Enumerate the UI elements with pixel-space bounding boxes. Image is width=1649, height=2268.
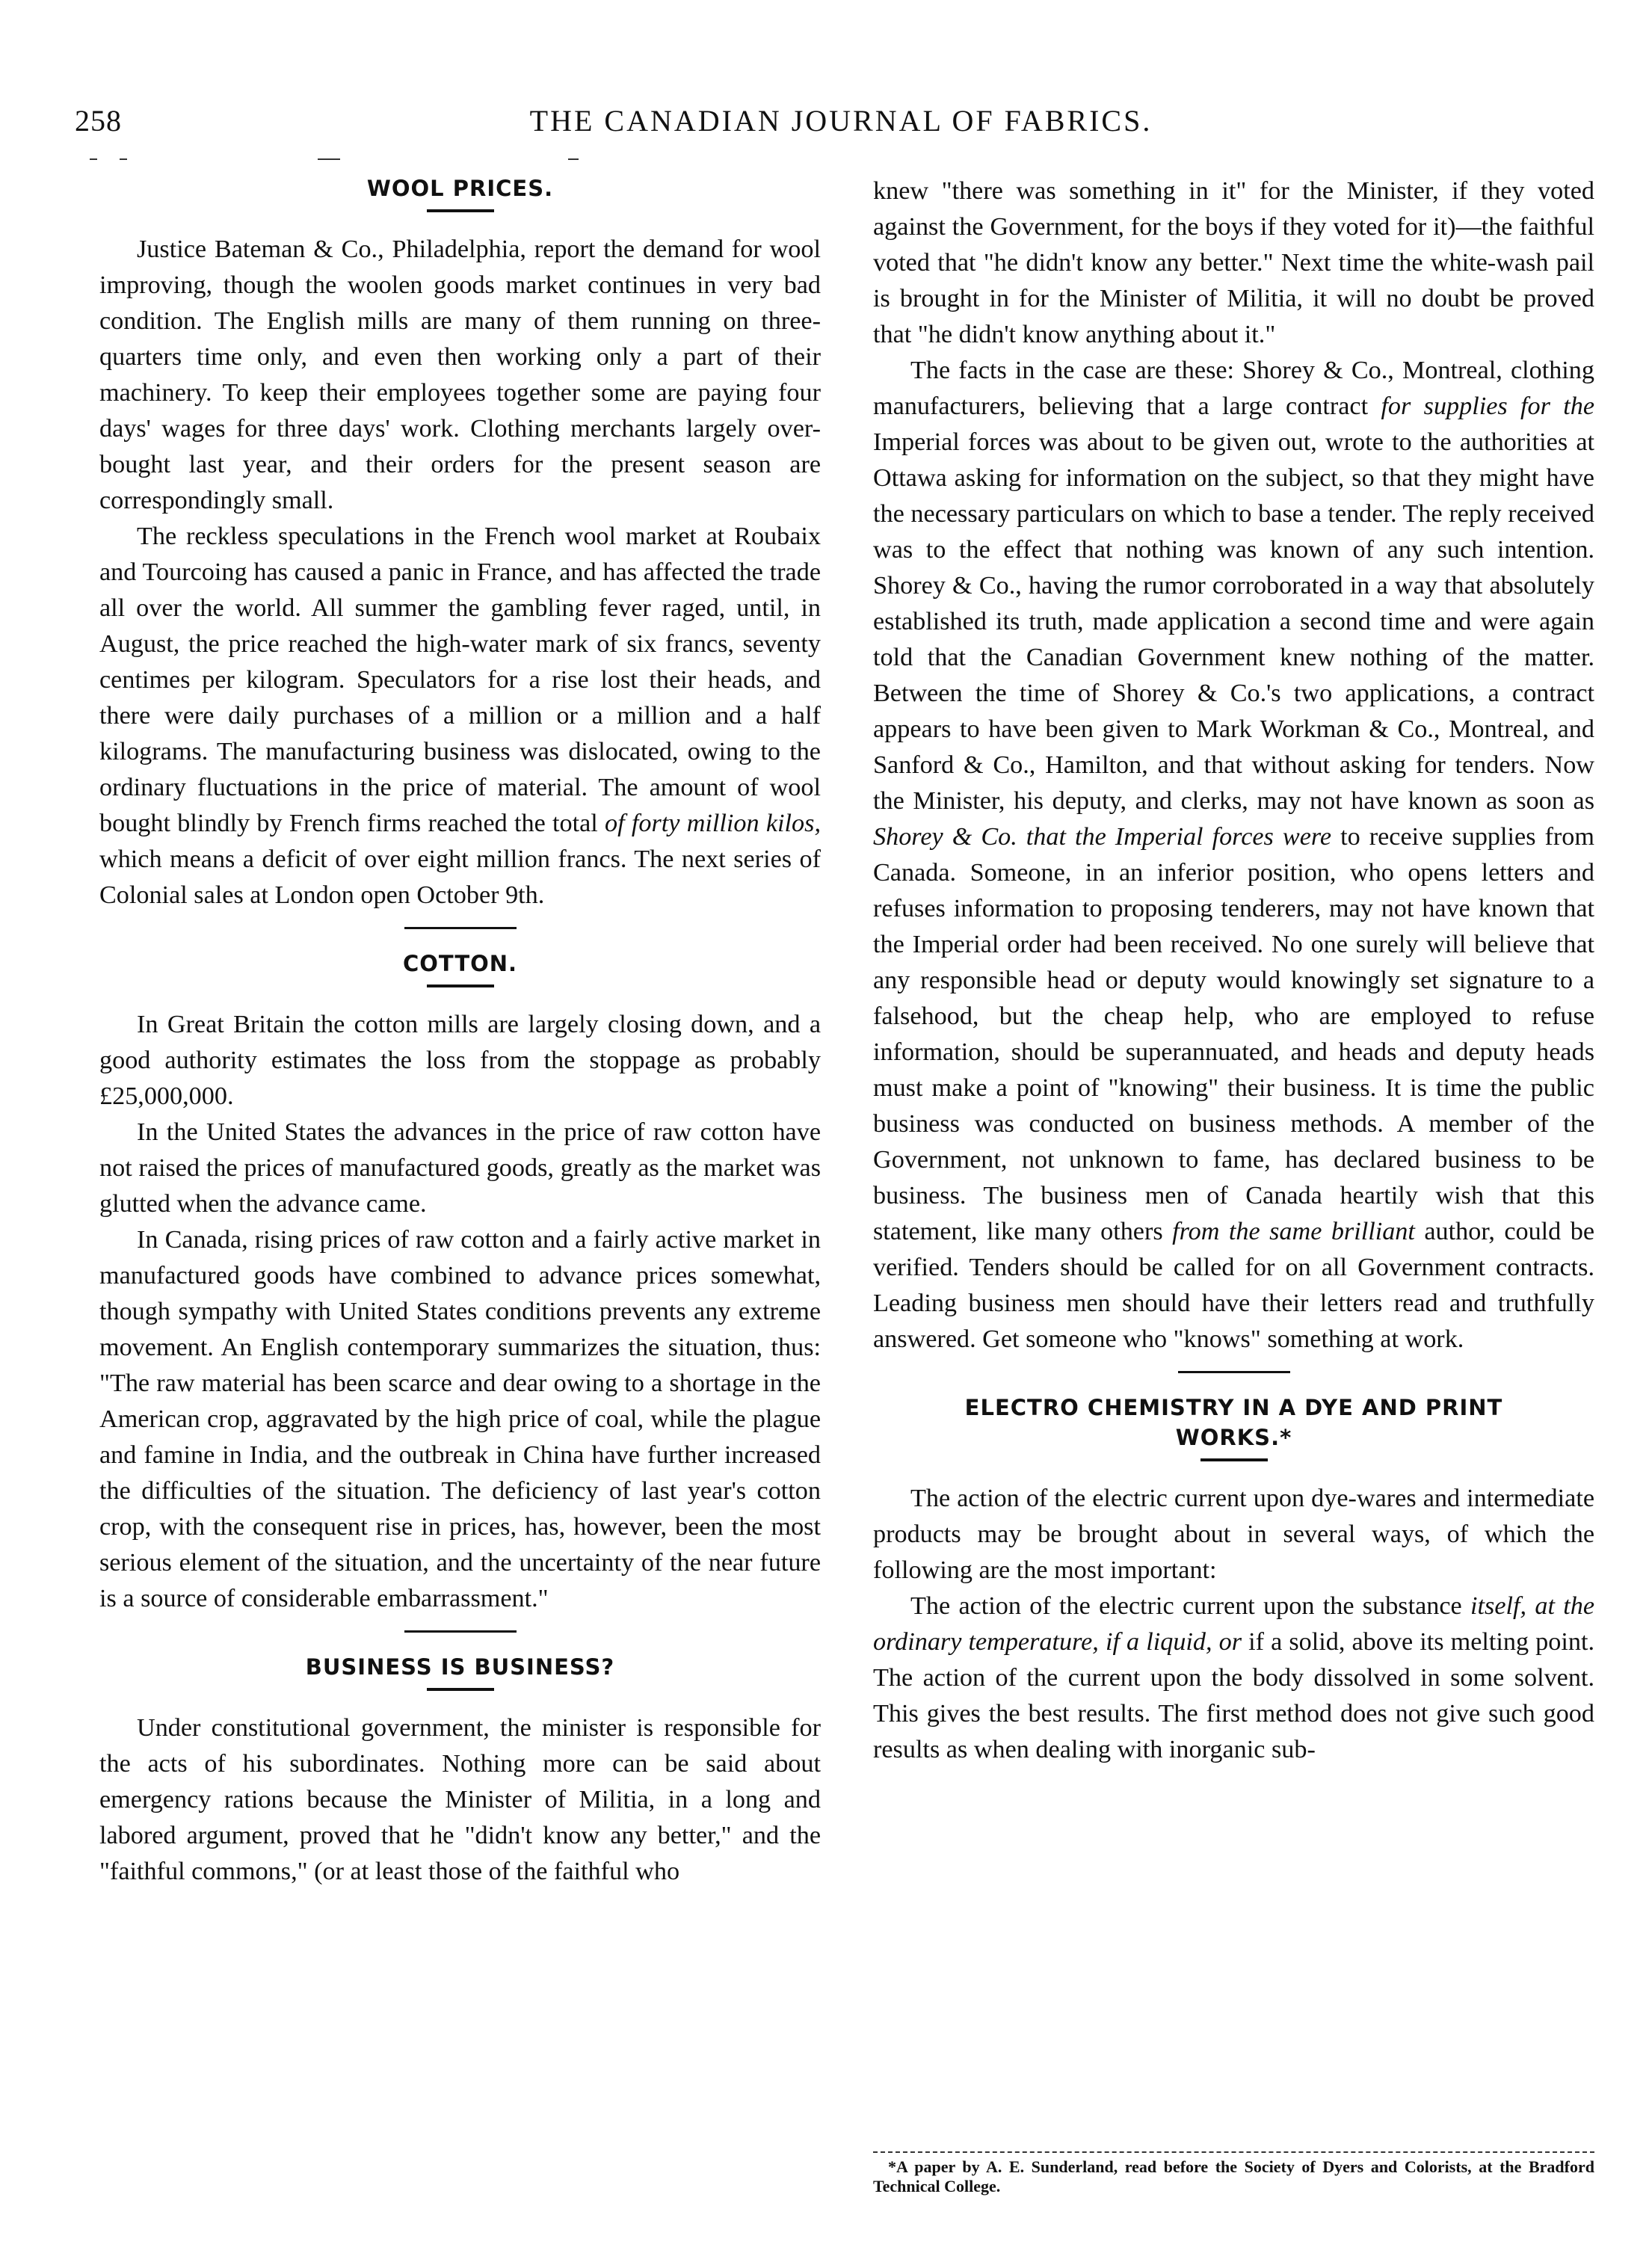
journal-title: THE CANADIAN JOURNAL OF FABRICS. [529, 104, 1153, 138]
cotton-paragraph-3: In Canada, rising prices of raw cotton and a fairly active market in manufactured goods have combined to advance prices somewhat, though sympathy with United States conditions prevents any extreme movement. An English contemporary summarizes the situation, thus: "The raw material has been scarce and dear owing to a shortage in the American crop, aggravated by the high price of coal, while the plague and famine in India, and the outbreak in China have further increased the difficulties of the situation. The deficiency of last year's cotton crop, with the consequent rise in prices, has, however, been the most serious element of the situation, and the uncertainty of the near future is a source of considerable embarrassment." [99, 1226, 821, 1612]
electro-heading-line-1: ELECTRO CHEMISTRY IN A DYE AND PRINT [964, 1395, 1503, 1420]
section-divider [404, 927, 517, 929]
header-marks [75, 158, 598, 163]
wool-paragraph-2-text-a: The reckless speculations in the French wool market at Roubaix and Tourcoing has caused a panic in France, and has affected the trade all over the world. All summer the gambling fever raged, until, in August, the price reached the high-water mark of six francs, seventy centimes per kilogram. Speculators for a rise lost their heads, and there were daily purchases of a million or a million and a half kilograms. The manufacturing business was dislocated, owing to the ordinary fluctuations in the price of material. The amount of wool bought blindly by French firms reached the total [99, 523, 821, 837]
wool-paragraph-2 [99, 519, 821, 913]
electro-paragraph-2-text-a: The action of the electric current upon the substance [910, 1592, 1462, 1620]
electro-paragraph-2 [873, 1588, 1594, 1768]
business-paragraph-2-italic-3: from the same brilliant [1172, 1218, 1415, 1245]
business-paragraph-1-continued: knew "there was something in it" for the Minister, if they voted against the Government, for the boys if they voted for it)—the faithful voted that "he didn't know any better." Next time the white-wash pail is brought in for the Minister of Militia, it will no doubt be proved that "he didn't know anything about it." [873, 177, 1594, 348]
electro-paragraph-2-italic: itself, at the ordinary temperature, if a liquid, or [873, 1592, 1594, 1656]
heading-rule [427, 1688, 494, 1691]
electro-paragraph-2-text-b: if a solid, above its melting point. The action of the current upon the body dissolved in some solvent. This gives the best results. The first method does not give such good results as when dealing with inorganic sub- [873, 1628, 1594, 1763]
cotton-paragraph-2: In the United States the advances in the price of raw cotton have not raised the prices of manufactured goods, greatly as the market was glutted when the advance came. [99, 1118, 821, 1218]
business-paragraph-2-italic-2: Shorey & Co. that the Imperial forces were [873, 823, 1332, 851]
page-number: 258 [75, 104, 122, 138]
electro-heading-line-2: WORKS.* [1175, 1425, 1292, 1450]
wool-paragraph-2-text-b: which means a deficit of over eight million francs. The next series of Colonial sales at London open October 9th. [99, 845, 821, 909]
cotton-heading: COTTON. [402, 951, 518, 976]
footnote: *A paper by A. E. Sunderland, read before the Society of Dyers and Colorists, at the Bradford Technical College. [873, 2157, 1594, 2195]
cotton-paragraph-1: In Great Britain the cotton mills are largely closing down, and a good authority estimates the loss from the stoppage as probably £25,000,000. [99, 1011, 821, 1110]
business-heading: BUSINESS IS BUSINESS? [305, 1654, 615, 1680]
business-paragraph-2-text-d: author, could be verified. Tenders should be called for on all Government contracts. Leading business men should have their letters read and truthfully answered. Get someone who "knows" something at work. [873, 1218, 1594, 1353]
business-paragraph-2-italic-1: for supplies for the [1381, 392, 1595, 420]
footnote-rule [873, 2151, 1594, 2154]
electro-heading [873, 1393, 1594, 1452]
business-paragraph-2-text-c: to receive supplies from Canada. Someone, in an inferior position, who opens letters and refuses information to proposing tenderers, may not have known that the Imperial order had been received. No one surely will believe that any responsible head or deputy would knowingly set signature to a falsehood, but the cheap help, who are employed to refuse information, should be superannuated, and heads and deputy heads must make a point of "knowing" their business. It is time the public business was conducted on business methods. A member of the Government, not unknown to fame, has declared business to be business. The business men of Canada heartily wish that this statement, like many others [873, 823, 1594, 1245]
business-paragraph-2-text-b: Imperial forces was about to be given out, wrote to the authorities at Ottawa asking for information on the subject, so that they might have the necessary particulars on which to base a tender. The reply received was to the effect that nothing was known of any such intention. Shorey & Co., having the rumor corroborated in a way that absolutely established its truth, made application a second time and were again told that the Canadian Government knew nothing of the matter. Between the time of Shorey & Co.'s two applications, a contract appears to have been given to Mark Workman & Co., Montreal, and Sanford & Co., Hamilton, and that without asking for tenders. Now the Minister, his deputy, and clerks, may not have known as soon as [873, 428, 1594, 815]
business-paragraph-2 [873, 353, 1594, 1358]
business-paragraph-1: Under constitutional government, the minister is responsible for the acts of his subordinates. Nothing more can be said about emergency rations because the Minister of Militia, in a long and labored argument, proved that he "didn't know any better," and the "faithful commons," (or at least those of the faithful who [99, 1714, 821, 1885]
section-divider [1178, 1371, 1290, 1373]
wool-paragraph-1: Justice Bateman & Co., Philadelphia, report the demand for wool improving, though the woolen goods market continues in very bad condition. The English mills are many of them running on three-quarters time only, and even then working only a part of their machinery. To keep their employees together some are paying four days' wages for three days' work. Clothing merchants largely over-bought last year, and their orders for the present season are correspondingly small. [99, 235, 821, 514]
right-column [873, 173, 1594, 1768]
left-column [99, 173, 821, 1890]
electro-paragraph-1: The action of the electric current upon dye-wares and intermediate products may be brought about in several ways, of which the following are the most important: [873, 1485, 1594, 1584]
heading-rule [427, 984, 494, 987]
wool-heading: WOOL PRICES. [366, 176, 554, 201]
heading-rule [427, 209, 494, 212]
section-divider [404, 1630, 517, 1633]
business-paragraph-2-text-a: The facts in the case are these: Shorey & Co., Montreal, clothing manufacturers, believing that a large contract [873, 357, 1594, 420]
wool-paragraph-2-italic: of forty million kilos, [605, 810, 821, 837]
heading-rule [1200, 1458, 1268, 1461]
running-head [75, 103, 1577, 148]
